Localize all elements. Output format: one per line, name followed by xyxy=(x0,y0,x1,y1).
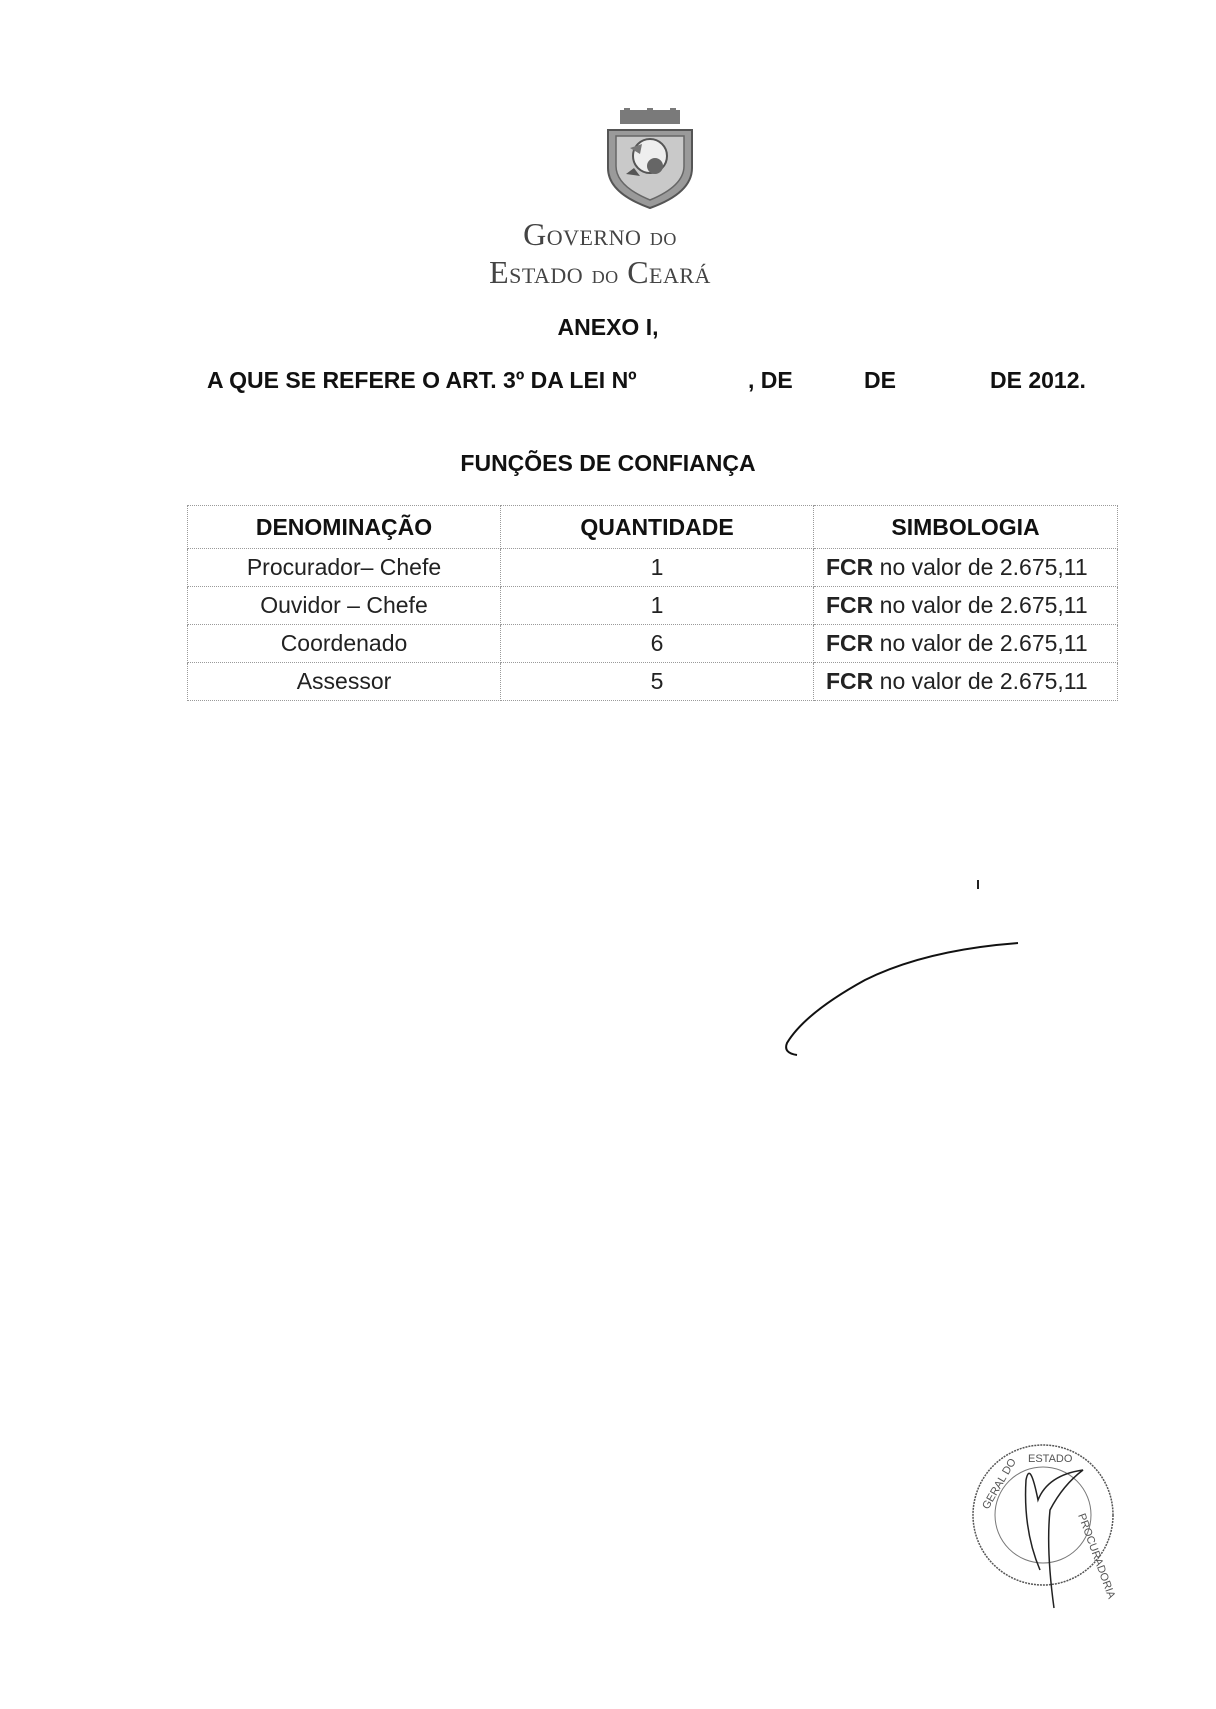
simbologia-code: FCR xyxy=(826,668,874,694)
header-denominacao: DENOMINAÇÃO xyxy=(188,506,501,549)
gov-line1-initial: G xyxy=(523,216,547,252)
cell-simbologia xyxy=(814,587,1118,625)
simbologia-text: no valor de 2.675,11 xyxy=(879,668,1088,694)
cell-denominacao: Coordenado xyxy=(188,625,501,663)
table-row xyxy=(188,663,1118,701)
table-row xyxy=(188,549,1118,587)
table-row xyxy=(188,587,1118,625)
cell-quantidade: 6 xyxy=(501,625,814,663)
header-quantidade: QUANTIDADE xyxy=(501,506,814,549)
cell-simbologia xyxy=(814,625,1118,663)
cell-denominacao: Ouvidor – Chefe xyxy=(188,587,501,625)
cell-simbologia xyxy=(814,663,1118,701)
simbologia-text: no valor de 2.675,11 xyxy=(879,630,1088,656)
simbologia-text: no valor de 2.675,11 xyxy=(879,554,1088,580)
gov-line1-word: overno xyxy=(546,216,642,252)
table-row xyxy=(188,625,1118,663)
cell-quantidade: 1 xyxy=(501,549,814,587)
gov-line2-word2: eará xyxy=(649,254,711,290)
ceara-coat-of-arms-icon xyxy=(600,108,700,210)
law-reference-part3: DE xyxy=(864,367,896,393)
simbologia-code: FCR xyxy=(826,554,874,580)
annex-title: ANEXO I, xyxy=(557,314,659,340)
cell-denominacao: Procurador– Chefe xyxy=(188,549,501,587)
cell-quantidade: 1 xyxy=(501,587,814,625)
law-reference-part4: DE 2012. xyxy=(990,367,1086,393)
cell-quantidade: 5 xyxy=(501,663,814,701)
simbologia-code: FCR xyxy=(826,630,874,656)
law-reference-part2: , DE xyxy=(748,367,793,393)
simbologia-text: no valor de 2.675,11 xyxy=(879,592,1088,618)
cell-simbologia xyxy=(814,549,1118,587)
section-title: FUNÇÕES DE CONFIANÇA xyxy=(460,450,756,476)
gov-line2-small: do xyxy=(591,260,619,289)
pen-mark-icon xyxy=(975,880,981,890)
government-title-line2 xyxy=(400,254,800,291)
svg-text:GERAL DO: GERAL DO xyxy=(980,1456,1019,1512)
header-simbologia: SIMBOLOGIA xyxy=(814,506,1118,549)
gov-line2-initial1: E xyxy=(489,254,510,290)
handwritten-signature-icon xyxy=(775,935,1020,1060)
svg-text:PROCURADORIA: PROCURADORIA xyxy=(1075,1511,1118,1601)
table-header-row xyxy=(188,506,1118,549)
gov-line1-small: do xyxy=(649,222,677,251)
simbologia-code: FCR xyxy=(826,592,874,618)
gov-line2-initial2: C xyxy=(627,254,650,290)
cell-denominacao: Assessor xyxy=(188,663,501,701)
government-title-line1 xyxy=(400,216,800,253)
gov-line2-word1: stado xyxy=(509,254,584,290)
svg-text:ESTADO: ESTADO xyxy=(1028,1453,1073,1465)
law-reference-part1: A QUE SE REFERE O ART. 3º DA LEI Nº xyxy=(207,367,637,393)
functions-table xyxy=(187,505,1118,701)
procuradoria-stamp-icon xyxy=(968,1440,1118,1610)
